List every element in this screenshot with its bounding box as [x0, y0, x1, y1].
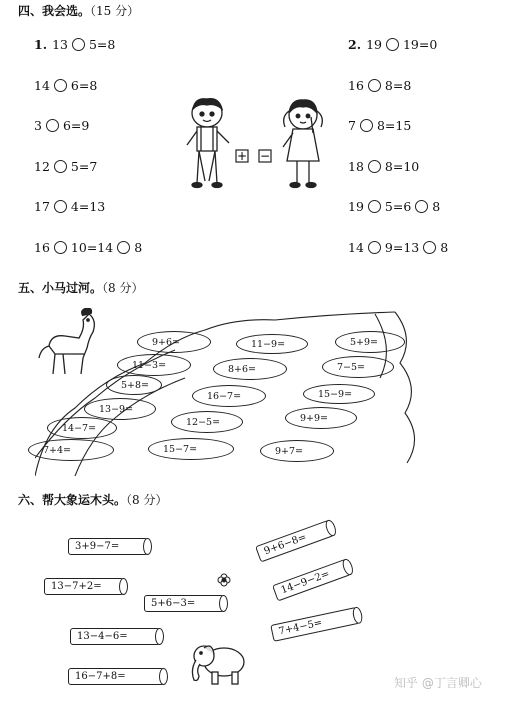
answer-circle[interactable]: [386, 38, 399, 51]
operand-a: 19: [366, 37, 382, 52]
section6-title: 六、帮大象运木头。（8 分）: [18, 493, 168, 507]
section4.left-question-4: [34, 159, 97, 174]
equals-sign: =: [70, 118, 82, 134]
log-label: 7+4−5=: [270, 607, 360, 642]
section4.left-question-1: [34, 37, 115, 52]
stepping-stone[interactable]: 9+7=: [260, 440, 334, 462]
answer-circle[interactable]: [368, 160, 381, 173]
watermark: 知乎 @丁言卿心: [394, 676, 482, 690]
operand-a: 17: [34, 199, 50, 215]
operand-b: 10: [70, 240, 87, 255]
log-end: [143, 538, 152, 555]
section4.right-question-6: [348, 240, 448, 255]
stepping-stone[interactable]: 7−5=: [322, 356, 394, 378]
log-label: 14−9−2=: [272, 559, 351, 602]
answer-circle[interactable]: [54, 160, 67, 173]
question-number: 2.: [348, 37, 362, 52]
section4.left-question-5: [34, 199, 105, 214]
result: 6: [403, 199, 412, 215]
wood-log[interactable]: [255, 518, 338, 562]
result: 13: [403, 240, 420, 255]
operand-b: 5: [384, 199, 393, 215]
log-label: 13−4−6=: [70, 628, 160, 645]
operand-b: 5: [88, 37, 97, 52]
result: 9: [81, 118, 90, 134]
girl-figure: [283, 100, 322, 188]
operand-b: 9: [384, 240, 393, 255]
stepping-stone[interactable]: 9+9=: [285, 407, 357, 429]
stepping-stone[interactable]: 15−7=: [148, 438, 234, 460]
section4.right-question-2: [348, 78, 411, 93]
wood-log[interactable]: [44, 578, 128, 595]
result: 7: [89, 158, 98, 174]
operand-b: 4: [70, 199, 79, 215]
result: 8: [89, 77, 98, 93]
answer-circle[interactable]: [368, 200, 381, 213]
log-label: 16−7+8=: [68, 668, 164, 685]
answer-circle[interactable]: [415, 200, 428, 213]
extra-operand: 8: [432, 199, 441, 215]
wood-log[interactable]: [144, 595, 228, 612]
equals-sign: =: [392, 77, 404, 93]
extra-operand: 8: [134, 240, 143, 255]
pony-figure: [39, 308, 94, 374]
equals-sign: =: [392, 158, 404, 174]
equals-sign: =: [86, 240, 98, 255]
wood-log[interactable]: [68, 538, 152, 555]
operand-a: 3: [34, 118, 42, 134]
log-label: 5+6−3=: [144, 595, 224, 612]
operand-b: 6: [62, 118, 71, 134]
stepping-stone[interactable]: 5+9=: [335, 331, 405, 353]
answer-circle[interactable]: [54, 200, 67, 213]
stepping-stone[interactable]: 9+6=: [137, 331, 211, 353]
stepping-stone[interactable]: 16−7=: [192, 385, 266, 407]
section4-title: 四、我会选。（15 分）: [18, 4, 140, 18]
operand-b: 8: [376, 118, 385, 134]
equals-sign: =: [392, 199, 404, 215]
stepping-stone[interactable]: 15−9=: [303, 384, 375, 404]
result: 10: [403, 158, 420, 174]
result: 14: [97, 240, 114, 255]
operand-a: 16: [34, 240, 50, 255]
result: 0: [429, 37, 438, 52]
stepping-stone[interactable]: 7+4=: [28, 439, 114, 461]
wood-log[interactable]: [272, 557, 355, 601]
equals-sign: =: [78, 77, 90, 93]
section5-title: 五、小马过河。（8 分）: [18, 281, 144, 295]
section4.right-question-3: [348, 118, 411, 133]
section4.left-question-2: [34, 78, 97, 93]
boy-figure: [187, 99, 229, 188]
log-end: [159, 668, 168, 685]
question-number: 1.: [34, 37, 48, 52]
section4.right-question-4: [348, 159, 419, 174]
operand-a: 14: [348, 240, 364, 255]
section4.left-question-6: [34, 240, 142, 255]
answer-circle[interactable]: [54, 79, 67, 92]
stepping-stone[interactable]: 8+6=: [213, 358, 287, 380]
wood-log[interactable]: [70, 628, 164, 645]
operand-a: 14: [34, 77, 50, 93]
operand-b: 8: [384, 158, 393, 174]
extra-operand: 8: [440, 240, 449, 255]
operand-a: 12: [34, 158, 50, 174]
answer-circle[interactable]: [368, 241, 381, 254]
equals-sign: =: [78, 158, 90, 174]
answer-circle[interactable]: [423, 241, 436, 254]
answer-circle[interactable]: [368, 79, 381, 92]
log-label: 9+6−8=: [255, 520, 334, 563]
operand-a: 13: [52, 37, 68, 52]
wood-log[interactable]: [68, 668, 168, 685]
stepping-stone[interactable]: 11−3=: [117, 354, 191, 376]
result: 13: [89, 199, 106, 215]
answer-circle[interactable]: [72, 38, 85, 51]
wood-log[interactable]: [270, 606, 364, 642]
equals-sign: =: [96, 37, 108, 52]
children-illustration: [185, 95, 335, 195]
answer-circle[interactable]: [360, 119, 373, 132]
answer-circle[interactable]: [54, 241, 67, 254]
result: 8: [403, 77, 412, 93]
answer-circle[interactable]: [46, 119, 59, 132]
minus-sign: −: [259, 149, 271, 163]
section4.right-question-5: [348, 199, 440, 214]
equals-sign: =: [78, 199, 90, 215]
section4.right-question-1: [348, 37, 437, 52]
log-end: [155, 628, 164, 645]
log-label: 13−7+2=: [44, 578, 124, 595]
operand-b: 5: [70, 158, 79, 174]
operand-a: 18: [348, 158, 364, 174]
stepping-stone[interactable]: 11−9=: [236, 334, 308, 354]
answer-circle[interactable]: [117, 241, 130, 254]
section4.left-question-3: [34, 118, 89, 133]
stepping-stone[interactable]: 5+8=: [106, 375, 162, 395]
flower-icon: [216, 572, 232, 588]
elephant-illustration: [190, 640, 250, 688]
equals-sign: =: [384, 118, 396, 134]
log-end: [119, 578, 128, 595]
stepping-stone[interactable]: 12−5=: [171, 411, 243, 433]
equals-sign: =: [418, 37, 430, 52]
operand-b: 19: [402, 37, 419, 52]
result: 15: [395, 118, 412, 134]
stepping-stone[interactable]: 14−7=: [47, 417, 117, 439]
equals-sign: =: [392, 240, 404, 255]
plus-sign: +: [236, 149, 248, 163]
stepping-stone[interactable]: 13−9=: [84, 398, 156, 420]
operand-a: 16: [348, 77, 364, 93]
operand-b: 6: [70, 77, 79, 93]
operand-b: 8: [384, 77, 393, 93]
operand-a: 7: [348, 118, 356, 134]
log-label: 3+9−7=: [68, 538, 148, 555]
operand-a: 19: [348, 199, 364, 215]
log-end: [219, 595, 228, 612]
result: 8: [107, 37, 116, 52]
